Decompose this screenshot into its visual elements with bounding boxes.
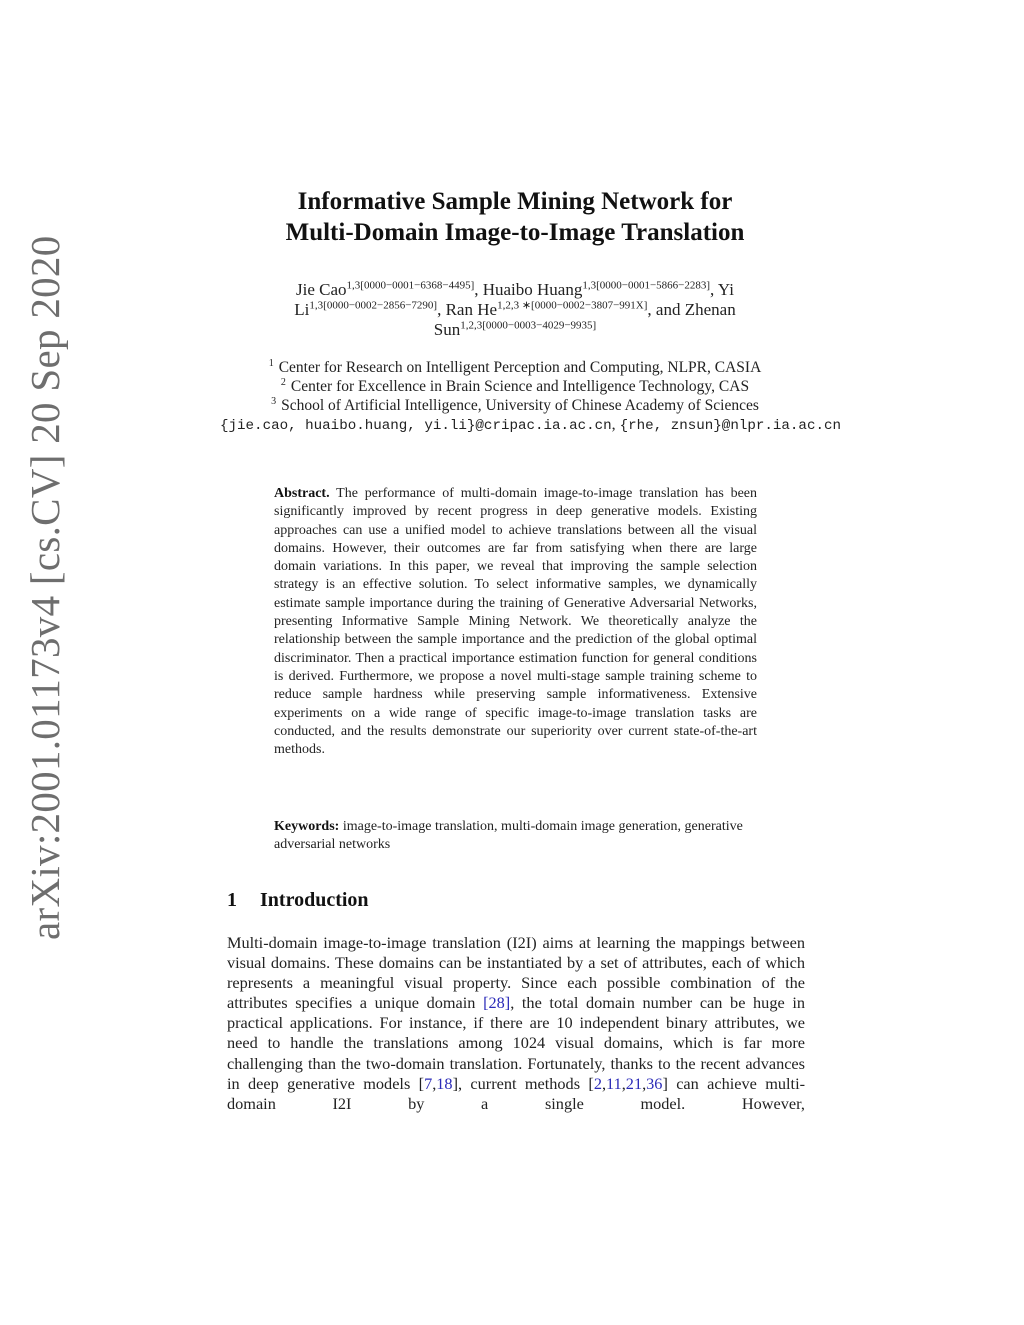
author-orcid: 1,2,3[0000−0003−4029−9935] (460, 319, 597, 332)
citation-link-28[interactable]: [28] (483, 993, 511, 1013)
author-name: Sun (433, 320, 461, 339)
affiliation-number: 3 (271, 395, 277, 407)
affiliation-item (220, 377, 810, 396)
affiliations (220, 358, 810, 415)
arxiv-identifier-stamp: arXiv:2001.01173v4 [cs.CV] 20 Sep 2020 (22, 235, 68, 940)
author-orcid: 1,3[0000−0002−2856−7290] (309, 299, 438, 312)
author-list (232, 280, 798, 340)
citation-link-21[interactable]: 21 (625, 1073, 643, 1093)
abstract-label: Abstract. (274, 486, 330, 501)
citation-bracket: [ (418, 1073, 425, 1093)
citation-separator: , (601, 1073, 607, 1093)
citation-link-2[interactable]: 2 (593, 1073, 602, 1093)
author-name: , Yi (710, 280, 734, 299)
keywords (274, 818, 757, 855)
citation-separator: , (432, 1073, 437, 1093)
affiliation-text: School of Artificial Intelligence, University of Chinese Academy of Sciences (281, 397, 759, 414)
author-orcid: 1,3[0000−0001−5866−2283] (582, 279, 711, 292)
paper-title (230, 186, 800, 248)
citation-bracket: [ (588, 1073, 594, 1093)
citation-link-18[interactable]: 18 (436, 1073, 453, 1093)
author-emails (220, 415, 842, 436)
affiliation-item (220, 396, 810, 415)
author-name: , and Zhenan (647, 300, 736, 319)
citation-link-36[interactable]: 36 (646, 1073, 663, 1093)
affiliation-text: Center for Research on Intelligent Perception and Computing, NLPR, CASIA (278, 359, 762, 376)
keywords-label: Keywords: (274, 819, 340, 834)
section-number: 1 (227, 889, 237, 911)
section-heading-introduction (227, 887, 369, 913)
author-name: , Huaibo Huang (474, 280, 583, 299)
author-name: Jie Cao (296, 280, 347, 299)
citation-link-11[interactable]: 11 (606, 1073, 622, 1093)
email-separator: , (611, 416, 620, 433)
citation-bracket: ] (662, 1073, 668, 1093)
citation-separator: , (642, 1073, 647, 1093)
intro-text: , the total domain number can be huge in practical applications. For instance, if there are 10 independent binary attributes, we need to handle the translations among 1024 visual domains, which is far more challenging than the two-domain translation. Fortunately, thanks to the recent advances in deep generative models (227, 993, 805, 1093)
email-group-cripac: {jie.cao, huaibo.huang, yi.li}@cripac.ia.ac.cn (220, 418, 612, 434)
citation-link-7[interactable]: 7 (424, 1073, 433, 1093)
citation-separator: , (621, 1073, 626, 1093)
citation-bracket: ] (452, 1073, 458, 1093)
intro-text: Multi-domain image-to-image translation (I2I) aims at learning the mappings between visual domains. These domains can be instantiated by a set of attributes, each of which represents a meaningful visual property. Since each possible combination of the attributes specifies a unique domain (227, 933, 805, 1013)
abstract (274, 485, 757, 759)
affiliation-number: 2 (280, 376, 286, 388)
author-orcid: 1,3[0000−0001−6368−4495] (346, 279, 475, 292)
introduction-paragraph (227, 933, 805, 1114)
section-title: Introduction (260, 889, 369, 911)
email-group-nlpr: {rhe, znsun}@nlpr.ia.ac.cn (619, 418, 842, 434)
abstract-text: The performance of multi-domain image-to-image translation has been significantly improved by recent progress in deep generative models. Existing approaches can use a unified model to achieve translations between all the visual domains. However, their outcomes are far from satisfying when there are large domain variations. In this paper, we reveal that improving the sample selection strategy is an effective solution. To select informative samples, we dynamically estimate sample importance during the training of Generative Adversarial Networks, presenting Informative Sample Mining Network. We theoretically analyze the relationship between the sample importance and the prediction of the global optimal discriminator. Then a practical importance estimation function for general conditions is derived. Furthermore, we propose a novel multi-stage sample training scheme to reduce sample hardness while preserving sample informativeness. Extensive experiments on a wide range of specific image-to-image translation tasks are conducted, and the results demonstrate our superiority over current state-of-the-art methods. (274, 486, 758, 758)
paper-title-line-1: Informative Sample Mining Network for (297, 188, 733, 215)
author-name: , Ran He (437, 300, 498, 319)
author-orcid: 1,2,3 ∗[0000−0002−3807−991X] (497, 299, 648, 312)
paper-title-line-2: Multi-Domain Image-to-Image Translation (285, 219, 745, 246)
author-name: Li (294, 300, 310, 319)
intro-text: can achieve multi-domain I2I by a single model. However, (227, 1073, 806, 1113)
affiliation-item (220, 358, 810, 377)
affiliation-number: 1 (268, 357, 274, 369)
intro-text: , current methods (457, 1073, 589, 1093)
keywords-text: image-to-image translation, multi-domain image generation, generative adversarial networks (274, 819, 743, 853)
affiliation-text: Center for Excellence in Brain Science and Intelligence Technology, CAS (290, 378, 750, 395)
